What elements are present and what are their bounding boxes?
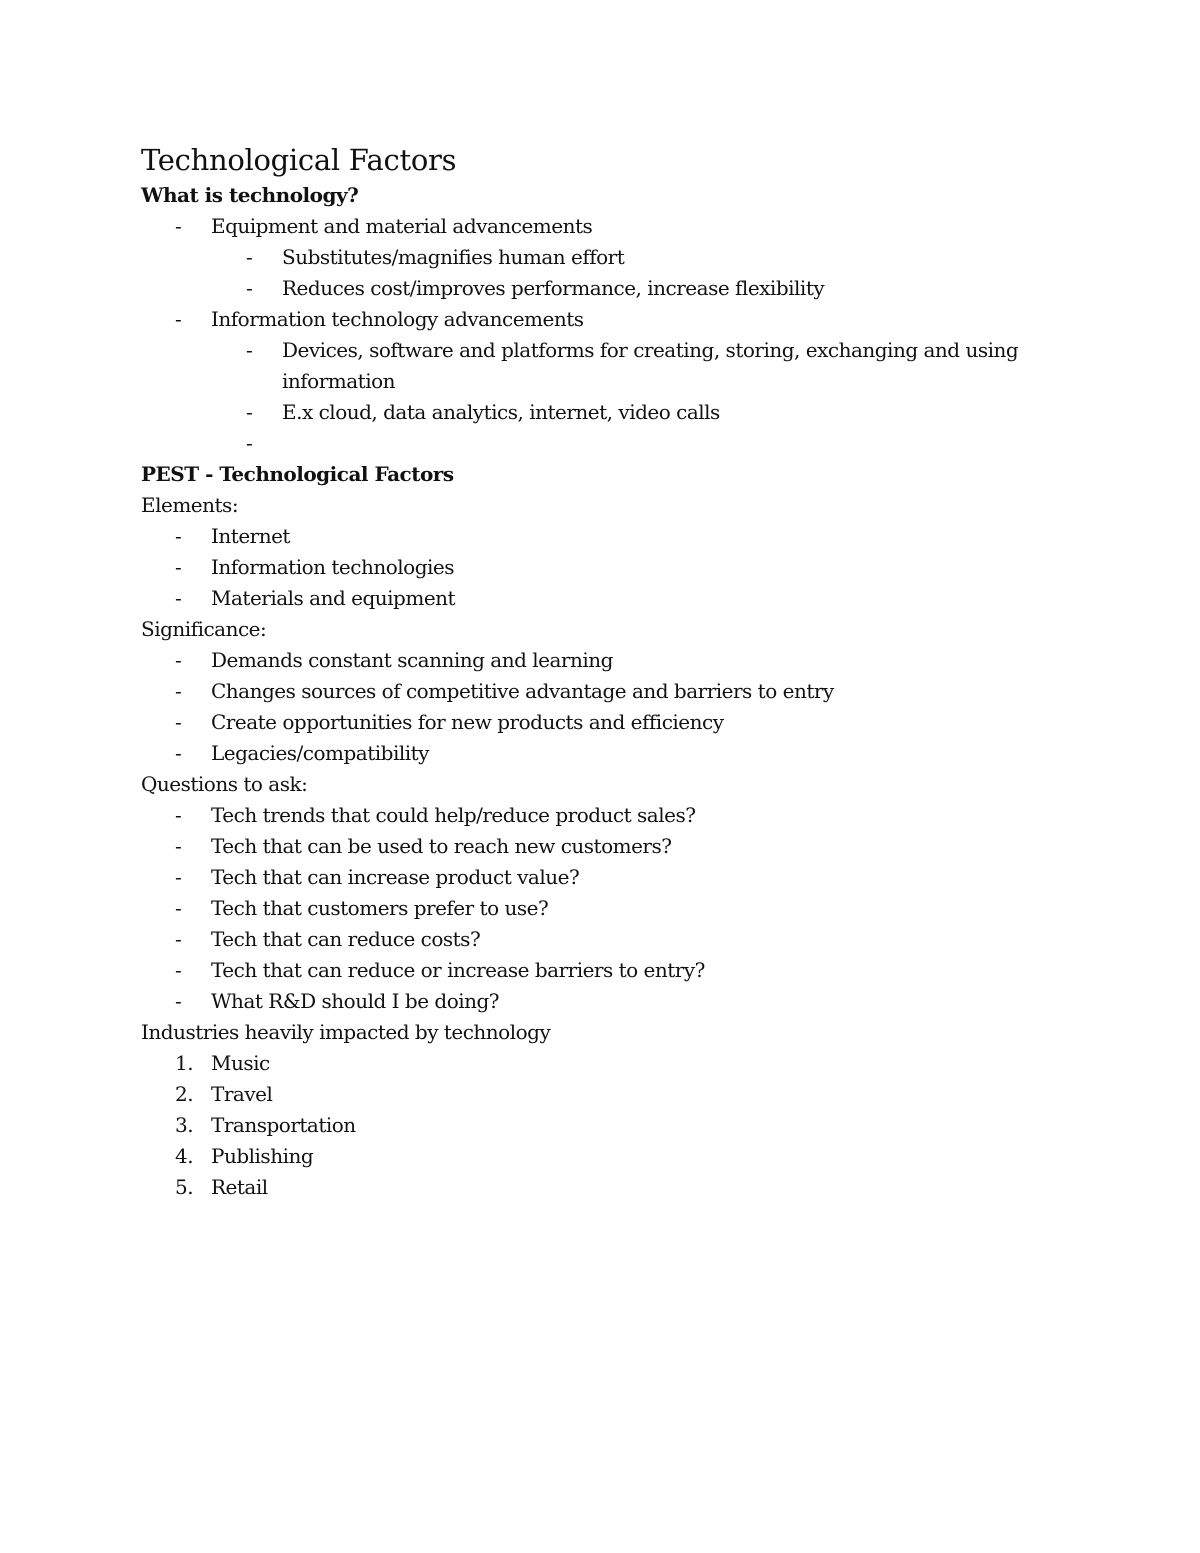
list-item-text: Materials and equipment xyxy=(211,586,456,610)
list-item-text: E.x cloud, data analytics, internet, video calls xyxy=(282,400,720,424)
sub-list-item-empty xyxy=(141,428,1041,459)
dash-marker: - xyxy=(246,431,253,455)
list-item-text: Transportation xyxy=(211,1113,356,1137)
numbered-item xyxy=(141,1141,1041,1172)
document-page xyxy=(141,140,1041,1203)
dash-marker: - xyxy=(246,276,253,300)
section-heading-pest: PEST - Technological Factors xyxy=(141,462,454,486)
significance-label: Significance: xyxy=(141,617,267,641)
list-item xyxy=(141,645,1041,676)
list-item-text: Internet xyxy=(211,524,290,548)
numbered-item xyxy=(141,1079,1041,1110)
numbered-item xyxy=(141,1048,1041,1079)
dash-marker: - xyxy=(175,896,182,920)
dash-marker: - xyxy=(175,989,182,1013)
dash-marker: - xyxy=(175,958,182,982)
dash-marker: - xyxy=(175,834,182,858)
list-item xyxy=(141,893,1041,924)
list-item xyxy=(141,924,1041,955)
list-item xyxy=(141,707,1041,738)
numbered-item xyxy=(141,1172,1041,1203)
dash-marker: - xyxy=(246,400,253,424)
dash-marker: - xyxy=(175,679,182,703)
list-item xyxy=(141,986,1041,1017)
list-item-text: Reduces cost/improves performance, increase flexibility xyxy=(282,276,825,300)
list-item xyxy=(141,862,1041,893)
dash-marker: - xyxy=(175,927,182,951)
numbered-item xyxy=(141,1110,1041,1141)
list-item-text: Tech that can increase product value? xyxy=(211,865,580,889)
dash-marker: - xyxy=(175,586,182,610)
list-item xyxy=(141,800,1041,831)
list-item-text: Changes sources of competitive advantage and barriers to entry xyxy=(211,679,834,703)
list-item xyxy=(141,955,1041,986)
dash-marker: - xyxy=(175,524,182,548)
list-item-text: Travel xyxy=(211,1082,273,1106)
list-item xyxy=(141,831,1041,862)
list-item xyxy=(141,738,1041,769)
dash-marker: - xyxy=(175,710,182,734)
questions-label: Questions to ask: xyxy=(141,772,308,796)
dash-marker: - xyxy=(175,555,182,579)
number-marker: 2. xyxy=(175,1082,194,1106)
sub-list-item xyxy=(141,397,1041,428)
section-heading-what-is-technology: What is technology? xyxy=(141,183,359,207)
list-item-text: Demands constant scanning and learning xyxy=(211,648,613,672)
dash-marker: - xyxy=(175,741,182,765)
list-item xyxy=(141,552,1041,583)
list-item xyxy=(141,676,1041,707)
dash-marker: - xyxy=(175,803,182,827)
sub-list-item xyxy=(141,273,1041,304)
list-item-text: Music xyxy=(211,1051,270,1075)
dash-marker: - xyxy=(175,648,182,672)
list-item-text: What R&D should I be doing? xyxy=(211,989,500,1013)
number-marker: 4. xyxy=(175,1144,194,1168)
document-title: Technological Factors xyxy=(141,143,457,177)
sub-list-item xyxy=(141,335,1041,397)
list-item xyxy=(141,583,1041,614)
list-item-text: Legacies/compatibility xyxy=(211,741,429,765)
list-item-text: Create opportunities for new products and efficiency xyxy=(211,710,724,734)
dash-marker: - xyxy=(246,245,253,269)
list-item-text: Tech that can reduce or increase barriers to entry? xyxy=(211,958,705,982)
list-item xyxy=(141,521,1041,552)
dash-marker: - xyxy=(246,338,253,362)
list-item-text: Substitutes/magnifies human effort xyxy=(282,245,625,269)
sub-list-item xyxy=(141,242,1041,273)
dash-marker: - xyxy=(175,865,182,889)
industries-label: Industries heavily impacted by technology xyxy=(141,1020,551,1044)
elements-label: Elements: xyxy=(141,493,239,517)
list-item-text: Tech that customers prefer to use? xyxy=(211,896,549,920)
list-item-text: Retail xyxy=(211,1175,268,1199)
list-item-text: Tech that can be used to reach new customers? xyxy=(211,834,672,858)
number-marker: 1. xyxy=(175,1051,194,1075)
list-item-text: Publishing xyxy=(211,1144,314,1168)
dash-marker: - xyxy=(175,307,182,331)
list-item-text: Equipment and material advancements xyxy=(211,214,593,238)
list-item-text: Information technologies xyxy=(211,555,454,579)
number-marker: 3. xyxy=(175,1113,194,1137)
number-marker: 5. xyxy=(175,1175,194,1199)
list-item-text: Tech that can reduce costs? xyxy=(211,927,481,951)
list-item-text: Information technology advancements xyxy=(211,307,584,331)
list-item xyxy=(141,211,1041,242)
list-item xyxy=(141,304,1041,335)
list-item-text: Devices, software and platforms for creating, storing, exchanging and using information xyxy=(282,338,1019,393)
list-item-text: Tech trends that could help/reduce product sales? xyxy=(211,803,696,827)
dash-marker: - xyxy=(175,214,182,238)
